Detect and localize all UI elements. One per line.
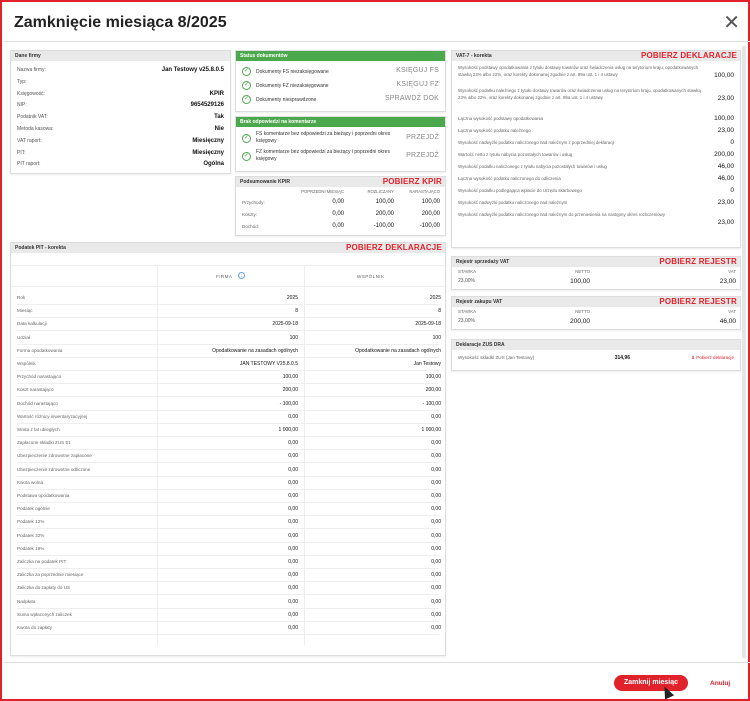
vat7-row-label: Wysokość podstawy opodatkowania z tytułu dostawy towarów oraz świadczenia usług na terytorium kraju, opodatkowanych stawką 23% albo 22%, oraz korekty dokonanej zgodnie z art. 89a ust. 1 i 4 ustawy (458, 65, 699, 77)
pit-firma-value: 0,00 (288, 413, 298, 420)
pit-col-wspolnik: WSPÓLNIK (357, 274, 385, 279)
check-icon: ✓ (243, 82, 250, 88)
pit-row-label: Podatek ogólnie (17, 506, 50, 512)
company-row-value: Miesięczny (192, 149, 224, 156)
pit-row-label: Wspólnik (17, 361, 36, 366)
zus-label: Wysokość składki ZUS (Jan Testowy) (458, 355, 535, 360)
company-panel (10, 50, 231, 174)
pit-wspolnik-value: 0,00 (431, 466, 441, 473)
sales-register-panel (451, 256, 741, 290)
pit-row-label: Suma wpłaconych zaliczek (17, 611, 72, 617)
pit-firma-value: 0,00 (288, 585, 298, 592)
kpir-cell: -100,00 (419, 223, 440, 229)
comments-header: Brak odpowiedzi na komentarze (236, 117, 445, 127)
pit-firma-value: JAN TESTOWY V25.8.0.5 (239, 361, 298, 367)
kpir-cell: 0,00 (332, 223, 344, 229)
pit-row-separator (17, 410, 439, 411)
purchase-register-panel (451, 296, 741, 330)
comment-action-button[interactable]: PRZEJDŹ (406, 134, 439, 141)
pit-row-separator (17, 396, 439, 397)
download-pit-declaration-button[interactable]: POBIERZ DEKLARACJE (345, 243, 442, 252)
vat7-header: VAT-7 - korekta POBIERZ DEKLARACJE (452, 51, 740, 61)
purchase-register-header: Rejestr zakupu VAT POBIERZ REJESTR (452, 297, 740, 307)
kpir-row-label: Koszty: (242, 212, 258, 217)
vat7-row-label: Wysokość podatku podlegająca wpłacie do Urzędu skarbowego (458, 188, 582, 193)
pit-firma-value: 0,00 (288, 572, 298, 579)
pit-row-separator (17, 370, 439, 371)
vat7-row-label: Wysokość nadwyżki podatku naliczonego nad należnym (458, 200, 568, 205)
company-row-label: VAT raport: (17, 137, 42, 144)
vat7-row-value: 0 (730, 187, 734, 194)
pit-col-firma: FIRMA (216, 274, 233, 279)
pit-row-label: Ubezpieczenie zdrowotne zapłacone (17, 453, 92, 459)
pit-row-separator (17, 489, 439, 490)
pit-row-separator (17, 436, 439, 437)
vat7-row-label: Łączna wysokość podatku naliczonego do odliczenia (458, 176, 561, 181)
zus-header: Deklaracje ZUS DRA (452, 340, 740, 350)
pit-firma-value: 0,00 (288, 559, 298, 565)
pit-row-label: Zaliczka za poprzednie miesiące (17, 572, 84, 578)
pit-firma-value: 1 000,00 (278, 427, 298, 433)
company-row-label: Księgowość: (17, 90, 46, 97)
vat7-row-value: 200,00 (714, 151, 734, 158)
pit-row-separator (17, 608, 439, 609)
download-sales-register-button[interactable]: POBIERZ REJESTR (659, 257, 737, 266)
purch-cell: 23,00% (458, 318, 475, 324)
pit-firma-value: 0,00 (288, 506, 298, 513)
purch-cell: 200,00 (570, 318, 590, 325)
zus-value: 314,96 (614, 355, 630, 361)
vat7-row-value: 0 (730, 139, 734, 146)
sales-cell: 23,00 (719, 278, 736, 285)
pit-firma-value: 0,00 (288, 598, 298, 605)
pit-firma-value: 0,00 (288, 493, 298, 499)
pit-row-label: Kwota wolna (17, 479, 44, 485)
pit-wspolnik-value: 8 (438, 308, 441, 315)
pit-firma-value: 200,00 (282, 387, 298, 394)
company-row-value: Nie (214, 126, 224, 132)
pit-row-separator (17, 542, 439, 543)
pit-wspolnik-value: 0,00 (431, 572, 441, 579)
purch-cell: 46,00 (719, 318, 736, 325)
pit-firma-value: 100,00 (282, 374, 298, 381)
company-row-value: KPIR (209, 90, 224, 97)
cancel-button[interactable]: Anuluj (710, 680, 731, 687)
vat7-row-value: 46,00 (717, 163, 734, 170)
pit-wspolnik-value: 0,00 (431, 453, 441, 460)
company-row-value: 9654529126 (190, 102, 224, 109)
doc-status-panel (235, 50, 446, 112)
pit-row-label: Miesiąc (17, 308, 33, 314)
kpir-cell: 100,00 (421, 199, 440, 205)
pit-row-separator (17, 528, 439, 529)
pit-wspolnik-value: 100,00 (425, 374, 441, 381)
kpir-cell: 200,00 (421, 211, 440, 217)
company-row-label: PIT raport: (17, 161, 41, 168)
zus-panel (451, 339, 741, 371)
close-icon[interactable]: ✕ (723, 12, 740, 34)
pit-row-label: Rok (17, 295, 26, 300)
kpir-panel (235, 176, 446, 236)
pit-row-separator (17, 317, 439, 318)
kpir-row-label: Dochód: (242, 224, 260, 229)
doc-status-action-button[interactable]: KSIĘGUJ FS (396, 67, 439, 74)
pit-row-label: Ubezpieczenie zdrowotne odliczone (17, 466, 91, 472)
company-row-label: Nazwa firmy: (17, 67, 46, 73)
vat7-row-label: Łączna wysokość podstawy opodatkowania (458, 116, 543, 121)
vat7-row-label: Wysokość nadwyżki podatku naliczonego nad należnym z poprzedniej deklaracji (458, 140, 615, 145)
company-row-value: Jan Testowy v25.8.0.5 (161, 67, 224, 73)
pit-firma-value: 0,00 (288, 440, 298, 447)
pit-firma-value: 8 (295, 308, 298, 315)
pit-wspolnik-value: 0,00 (431, 440, 441, 447)
pit-row-separator (17, 330, 439, 331)
pit-wspolnik-value: 0,00 (431, 532, 441, 539)
pit-row-label: Zaliczka na podatek PIT (17, 559, 67, 564)
vat7-row-value: 100,00 (714, 115, 734, 122)
pit-wspolnik-value: Opodatkowanie na zasadach ogólnych (355, 347, 441, 354)
pit-firma-value: 0,00 (288, 625, 298, 631)
kpir-cell: -100,00 (373, 223, 394, 229)
pit-firma-value: 0,00 (288, 466, 298, 473)
vat7-row-value: 46,00 (717, 175, 734, 182)
pit-row-separator (17, 594, 439, 595)
company-row-label: PIT: (17, 149, 26, 156)
pit-wspolnik-value: 0,00 (431, 545, 441, 552)
pit-wspolnik-value: 0,00 (431, 598, 441, 605)
pit-col-divider (304, 265, 305, 645)
pit-firma-value: 2025 (286, 295, 298, 301)
pit-row-label: Zaliczka do zapłaty do US (17, 585, 71, 591)
company-row-label: Podatnik VAT: (17, 114, 48, 121)
kpir-col-header: POPRZEDNI MIESIĄC (301, 189, 344, 194)
pit-row-separator (17, 634, 439, 635)
sales-register-header: Rejestr sprzedaży VAT POBIERZ REJESTR (452, 257, 740, 267)
company-row-label: Metoda kasowa: (17, 126, 54, 132)
check-icon: ✓ (243, 68, 250, 74)
download-zus-button[interactable]: ⬇ Pobierz deklaracje (691, 355, 734, 360)
pit-row-label: Data kalkulacji (17, 321, 47, 327)
comment-label: FS komentarze bez odpowiedzi za bieżący i poprzedni okres księgowy (256, 131, 391, 144)
pit-col-divider (157, 265, 158, 645)
pit-row-label: Koszt narastająco (17, 387, 54, 393)
pit-panel (10, 242, 446, 656)
pit-firma-value: 0,00 (288, 532, 298, 539)
pit-row-separator (17, 344, 439, 345)
kpir-cell: 0,00 (332, 211, 344, 217)
kpir-header: Podsumowanie KPIR POBIERZ KPIR (236, 177, 445, 187)
pit-firma-value: 0,00 (288, 519, 298, 526)
doc-status-action-button[interactable]: KSIĘGUJ FZ (396, 81, 439, 88)
pit-row-label: Strata z lat ubiegłych (17, 427, 60, 432)
check-icon: ✓ (243, 96, 250, 102)
vat7-row-value: 23,00 (717, 95, 734, 102)
company-row-value: Miesięczny (192, 137, 224, 144)
vat7-row-value: 23,00 (717, 199, 734, 206)
pit-wspolnik-value: 2025 (429, 295, 441, 301)
pit-header: Podatek PIT - korekta POBIERZ DEKLARACJE (11, 243, 445, 253)
pit-wspolnik-value: 0,00 (431, 559, 441, 565)
sales-col-header: VAT (728, 269, 736, 274)
pit-firma-value: 0,00 (288, 545, 298, 552)
pit-col-header-row (11, 265, 445, 287)
pit-row-separator (17, 423, 439, 424)
download-kpir-button[interactable]: POBIERZ KPIR (382, 177, 442, 186)
pit-wspolnik-value: 0,00 (431, 493, 441, 499)
kpir-cell: 100,00 (375, 199, 394, 205)
kpir-col-header: NARASTAJĄCO (409, 189, 440, 194)
info-icon[interactable]: i (238, 272, 245, 279)
kpir-cell: 200,00 (375, 211, 394, 217)
vat7-row-label: Wysokość podatku naliczonego z tytułu nabycia pozostałych towarów i usług (458, 164, 607, 169)
pit-wspolnik-value: 1 000,00 (421, 427, 441, 433)
doc-status-header: Status dokumentów (236, 51, 445, 61)
pit-row-label: Podatek 19% (17, 545, 45, 551)
kpir-col-header: ROZLICZANY (367, 189, 394, 194)
pit-wspolnik-value: 100 (432, 334, 441, 341)
pit-row-separator (17, 581, 439, 582)
doc-status-label: Dokumenty niesprawdzone (256, 96, 317, 103)
pit-row-separator (17, 502, 439, 503)
doc-status-action-button[interactable]: SPRAWDŹ DOK (384, 95, 439, 102)
pit-row-label: Zapłacone składki ZUS 51 (17, 440, 71, 446)
pit-wspolnik-value: 0,00 (431, 479, 441, 486)
pit-row-label: Forma opodatkowania (17, 347, 63, 353)
company-row-value: Ogólna (203, 161, 224, 168)
vat7-row-label: Wartość netto z tytułu nabycia pozostałych towarów i usług (458, 152, 573, 157)
sales-cell: 23,00% (458, 278, 475, 284)
pit-wspolnik-value: 0,00 (431, 625, 441, 631)
comment-item (242, 149, 392, 163)
pit-row-separator (17, 515, 439, 516)
pit-row-label: Podatek 12% (17, 519, 45, 525)
check-icon: ✓ (243, 134, 250, 141)
pit-row-separator (17, 304, 439, 305)
dialog-title: Zamknięcie miesiąca 8/2025 (14, 14, 227, 31)
pit-row-label: Podstawa opodatkowania (17, 493, 70, 498)
pit-wspolnik-value: 200,00 (425, 387, 441, 394)
pit-firma-value: 0,00 (288, 611, 298, 618)
comment-action-button[interactable]: PRZEJDŹ (406, 152, 439, 159)
pit-wspolnik-value: 0,00 (431, 506, 441, 513)
pit-row-separator (17, 555, 439, 556)
pit-firma-value: 0,00 (288, 453, 298, 460)
pit-row-separator (17, 449, 439, 450)
company-row-label: Typ: (17, 78, 27, 85)
download-vat-declaration-button[interactable]: POBIERZ DEKLARACJE (640, 51, 737, 60)
check-icon: ✓ (243, 152, 250, 159)
pit-wspolnik-value: 0,00 (431, 413, 441, 420)
pit-row-separator (17, 462, 439, 463)
pit-row-separator (17, 383, 439, 384)
doc-status-label: Dokumenty FS niezaksięgowane (256, 68, 329, 75)
vat7-row-value: 100,00 (714, 72, 734, 79)
pit-row-label: Kwota do zapłaty (17, 625, 52, 630)
pit-row-label: Podatek 32% (17, 532, 45, 538)
pit-wspolnik-value: 0,00 (431, 519, 441, 526)
scrollbar[interactable] (742, 46, 746, 658)
pit-wspolnik-value: 0,00 (431, 585, 441, 592)
vat7-row-value: 23,00 (717, 219, 734, 226)
pit-row-label: Dochód narastająco (17, 400, 58, 406)
comments-panel (235, 116, 446, 172)
sales-cell: 100,00 (570, 278, 590, 285)
pit-firma-value: 0,00 (288, 479, 298, 486)
comment-item (242, 131, 392, 145)
company-row-label: NIP: (17, 102, 27, 109)
pit-firma-value: 100 (289, 334, 298, 341)
dialog-header (4, 4, 750, 42)
download-purchase-register-button[interactable]: POBIERZ REJESTR (659, 297, 737, 306)
kpir-row-label: Przychody: (242, 200, 265, 205)
pit-firma-value: 2025-09-18 (272, 321, 298, 328)
pit-row-label: Nadpłata (17, 598, 36, 604)
pit-wspolnik-value: 2025-09-18 (415, 321, 441, 328)
doc-status-label: Dokumenty FZ niezaksięgowane (256, 82, 329, 89)
vat7-row-label: Łączna wysokość podatku należnego (458, 128, 531, 133)
sales-col-header: STAWKA (458, 269, 477, 274)
vat7-row-label: Wysokość podatku należnego z tytułu dostawy towarów oraz świadczenia usług na terytorium kraju, opodatkowanych stawką 23% albo 22%, oraz korekty dokonanej zgodnie z art. 89a ust. 1 i 4 ustawy (458, 88, 701, 100)
purch-col-header: VAT (728, 309, 736, 314)
pit-row-separator (17, 621, 439, 622)
pit-row-separator (17, 357, 439, 358)
vat7-row-value: 23,00 (717, 127, 734, 134)
close-month-button[interactable]: Zamknij miesiąc (614, 675, 688, 691)
vat7-panel (451, 50, 741, 248)
pit-wspolnik-value: 0,00 (431, 611, 441, 618)
pit-row-separator (17, 568, 439, 569)
pit-wspolnik-value: - 100,00 (422, 400, 441, 407)
pit-wspolnik-value: Jan Testowy (413, 361, 441, 367)
purch-col-header: STAWKA (458, 309, 477, 314)
purch-col-header: NETTO (575, 309, 590, 314)
company-row-value: Tak (214, 114, 224, 121)
pit-row-label: Przychód narastająco (17, 374, 62, 380)
company-header: Dane firmy (11, 51, 230, 61)
pit-firma-value: - 100,00 (279, 400, 298, 407)
pit-row-label: Wartość różnicy inwentaryzacyjnej (17, 413, 88, 419)
kpir-cell: 0,00 (332, 199, 344, 205)
pit-firma-value: Opodatkowanie na zasadach ogólnych (212, 347, 298, 354)
vat7-row-label: Wysokość nadwyżki podatku naliczonego nad należnym do przeniesienia na następny okres rozliczeniowy (458, 212, 665, 217)
comment-label: FZ komentarze bez odpowiedzi za bieżący i poprzedni okres księgowy (256, 149, 390, 162)
pit-row-separator (17, 476, 439, 477)
sales-col-header: NETTO (575, 269, 590, 274)
pit-row-label: Udział (17, 334, 30, 340)
